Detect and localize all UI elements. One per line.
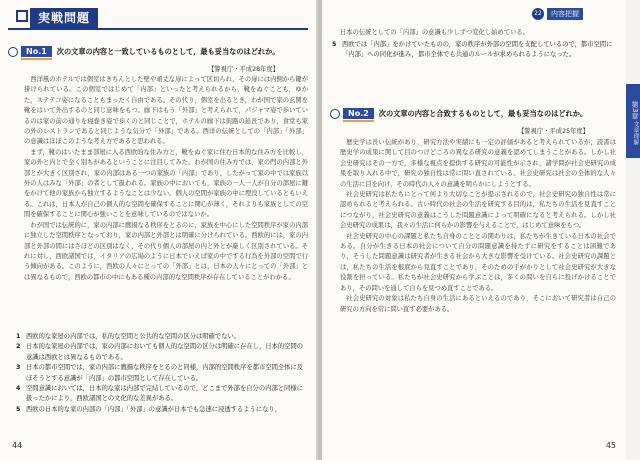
choice-text: 日本的な家屋の内部では，家の内部においても個人的な空間の区分は明確に存在し，日本的空間の意識は西欧とは異なるものである。 bbox=[26, 343, 304, 361]
page-number-right: 45 bbox=[605, 441, 616, 450]
choice-number: 3 bbox=[16, 364, 21, 372]
question-2-passage bbox=[340, 138, 616, 315]
tab-title: 文章理解 bbox=[632, 121, 639, 146]
passage-paragraph: 歴史学は長い伝統があり，研究方法や実績にも一定の評価があると考えられているが，読書は歴史学の成果に関して目のつけどころの異なる研究の意義を認めてしまうことがある。しかし社会史研究はその一方で，多様な視点を提供する研究の可能性が示され，諸学問が社会史研究の成果を取り入れる中で，研究の独自性は常に問い直されている。社会史研究は社会の全体的な人々の生活に目を向け，その時代の人々の意識を明らかにしようとする。 bbox=[340, 139, 616, 188]
choice-3[interactable] bbox=[16, 363, 308, 384]
left-page bbox=[0, 0, 318, 460]
choice-5-right[interactable] bbox=[332, 40, 616, 61]
passage-paragraph: 社会史研究の中心の課題と私たち自身のこととの関わりは，私たちが生きている日本の社会である。自分が生きる日本の社会について自分の問題意識を持たずに研究をすることは困難であり，そうした問題意識は研究者が生きる社会から大きな影響を受けている。社会史研究の課題とは，私たちの生活を根底から見直すことであり，そのための手がかりとして社会史研究が大きな役割を担っている。私たちが社会史研究から学ぶことは，多くの問いを自らに投げかけることであり，その問いを通して自らを見つめ直すことである。 bbox=[340, 232, 616, 292]
tab-chapter: 第3章 bbox=[631, 100, 639, 120]
passage-paragraph: わが国では伝統的に，家の内部に鷹揚なる秩序をとるのに，家族を中心にした空間秩序が家の内部に独立した空間秩序となっており，家の内部と外部とは明確に分けられている。西欧的には，家の内部と外部の間にはさほどの区別はなく，その代り個人の部屋の内と外とが厳しく区別されている。それに対し，西欧諸国では，イタリアの広場のように日本でいえば家の中でする行為を外部の空間で行う傾向がある。このように，西欧の人々にとっての「外部」とは，日本の人々にとっての「外部」とは異なるもので，西欧の都市の中にもある種の内部的な空間秩序が存在していることがわかる。 bbox=[24, 221, 308, 281]
question-1-choices bbox=[16, 332, 308, 415]
question-circle-icon bbox=[8, 47, 18, 57]
passage-paragraph: 社会史研究の対象は私たち自身の生活にあるといえるのであり，そこにおいて研究者は自己の研究の方向を常に問い直す必要がある。 bbox=[340, 295, 616, 313]
question-2-number: No.2 bbox=[343, 108, 374, 119]
chapter-badge: 22 bbox=[532, 8, 544, 20]
question-2-source: 【警視庁・平成25年度】 bbox=[518, 128, 589, 135]
chapter-side-tab[interactable] bbox=[626, 84, 640, 158]
continued-line bbox=[340, 28, 616, 38]
question-2-text: 次の文章の内容と合致するものとして，最も妥当なのはどれか。 bbox=[378, 108, 588, 118]
question-1-choice-5-cont bbox=[332, 40, 616, 61]
section-title: 実戦問題 bbox=[30, 8, 98, 28]
choice-text: 空間意識においては，日本的な家は内部で完結しているので，どこまで外部を自分の内部と同様に扱ったかにより，西欧諸国との文化的な差異がある。 bbox=[26, 385, 303, 403]
header-rule bbox=[8, 28, 308, 30]
passage-paragraph: 社会史研究は私たちにとって何より大切なことが提示されるので，社会史研究の独自性は常に認められると考えられる。古い時代の社会の生活を研究する目的は，私たちの生活を見直すことにつながり，社会史研究の意義はこうした問題意識によって明確になると考えられる。しかし社会史研究の成果は，我々の生活に何らかの影響を与えることで，はじめて意味をもつ。 bbox=[340, 191, 616, 230]
choice-2[interactable] bbox=[16, 342, 308, 363]
question-circle-icon bbox=[330, 109, 340, 119]
question-1-source: 【警視庁・平成28年度】 bbox=[208, 66, 279, 73]
question-1-passage bbox=[24, 75, 308, 283]
right-page-header bbox=[532, 8, 583, 20]
choice-number: 5 bbox=[16, 405, 21, 413]
question-1-number: No.1 bbox=[21, 46, 52, 57]
topic-label: 内容把握 bbox=[547, 8, 583, 20]
page-number-left: 44 bbox=[12, 441, 23, 450]
choice-text: 日本の都市空間では，家の内部に鷹揚な秩序をとるのと同様，内部的空間秩序を都市空間全体に及ぼそうとする意識が「内部」の都市空間として存在している。 bbox=[26, 364, 304, 382]
right-page bbox=[322, 0, 626, 460]
choice-5[interactable] bbox=[16, 405, 308, 415]
choice-text: 西欧では「内部」をかけていたものの，家の秩序が外部の空間を支配しているので，都市空間に「内部」への同化が進み，都市全体でも共通のルールが求められるようになった。 bbox=[342, 41, 613, 59]
continued-text: 日本の伝統としての「内部」の意識も少しずつ変化し始めている。 bbox=[340, 29, 529, 36]
passage-paragraph: まず，靴のはいたまま部屋に入る西欧的な住み方と，靴をぬぐ家に住む日本的な住み方を比較し，家の外と内とで全く別ちがあるということに注目してみた。わが国の住み方では，家の門の内部と外部とが大きく区別され，家の内部はある一つの家族の「内部」であり，したがって家の中では家族以外の人はみな「外部」の者として扱われる。家族の中においても，家族の一人一人が自分の部屋に鍵をかけて他の家族から独立するようなことは少ない。個人の空間が家族の中に埋没しているともいえる。これは，日本人が自己の個人的な空間を確保することに関心が薄く，それよりも家族としての空間を確保することに関心が強いことを意味しているのではないか。 bbox=[24, 148, 308, 219]
section-header bbox=[8, 8, 308, 30]
question-2-header bbox=[330, 108, 587, 119]
choice-1[interactable] bbox=[16, 332, 308, 342]
choice-number: 1 bbox=[16, 333, 21, 340]
choice-text: 西欧的な家屋の内部では，私的な空間と公共的な空間の区分は明確でない。 bbox=[26, 333, 241, 340]
header-square-icon bbox=[16, 10, 28, 22]
choice-number: 4 bbox=[16, 385, 21, 393]
choice-number: 5 bbox=[332, 41, 337, 48]
choice-number: 2 bbox=[16, 343, 21, 351]
question-1-header bbox=[8, 46, 279, 57]
passage-paragraph: 西洋風のホテルでは個室はきちんとした壁や頑丈な扉によって区切られ，その扉には内側から鍵が掛けられている。この個室ではじめて「内部」といったと考えられるから，靴をぬぐことも，ゆかた，ステテコ姿になることもまったく自由である。その代り，個室を出るとき，わが国で家の玄関を靴をはいて外出するのと同じ意味をもつ。廊下はもう「外部」と考えられて，パジャマ姿で歩いているのは家の前の通りを寝巻き姿で歩くのと同じことで，ホテルの廊下は街路の延長であり，食堂も家の外のレストランであると同じような気分で「外部」である。西洋の伝統としての「内部」「外部」の意識はほぼこのような考え方であると思われる。 bbox=[24, 76, 308, 146]
question-1-text: 次の文章の内容と一致しているものとして，最も妥当なのはどれか。 bbox=[56, 46, 280, 56]
choice-4[interactable] bbox=[16, 384, 308, 405]
choice-text: 西欧の日本的な家の内部の「内部」「外部」の意識が日本でも急速に浸透するようになり， bbox=[26, 405, 282, 413]
